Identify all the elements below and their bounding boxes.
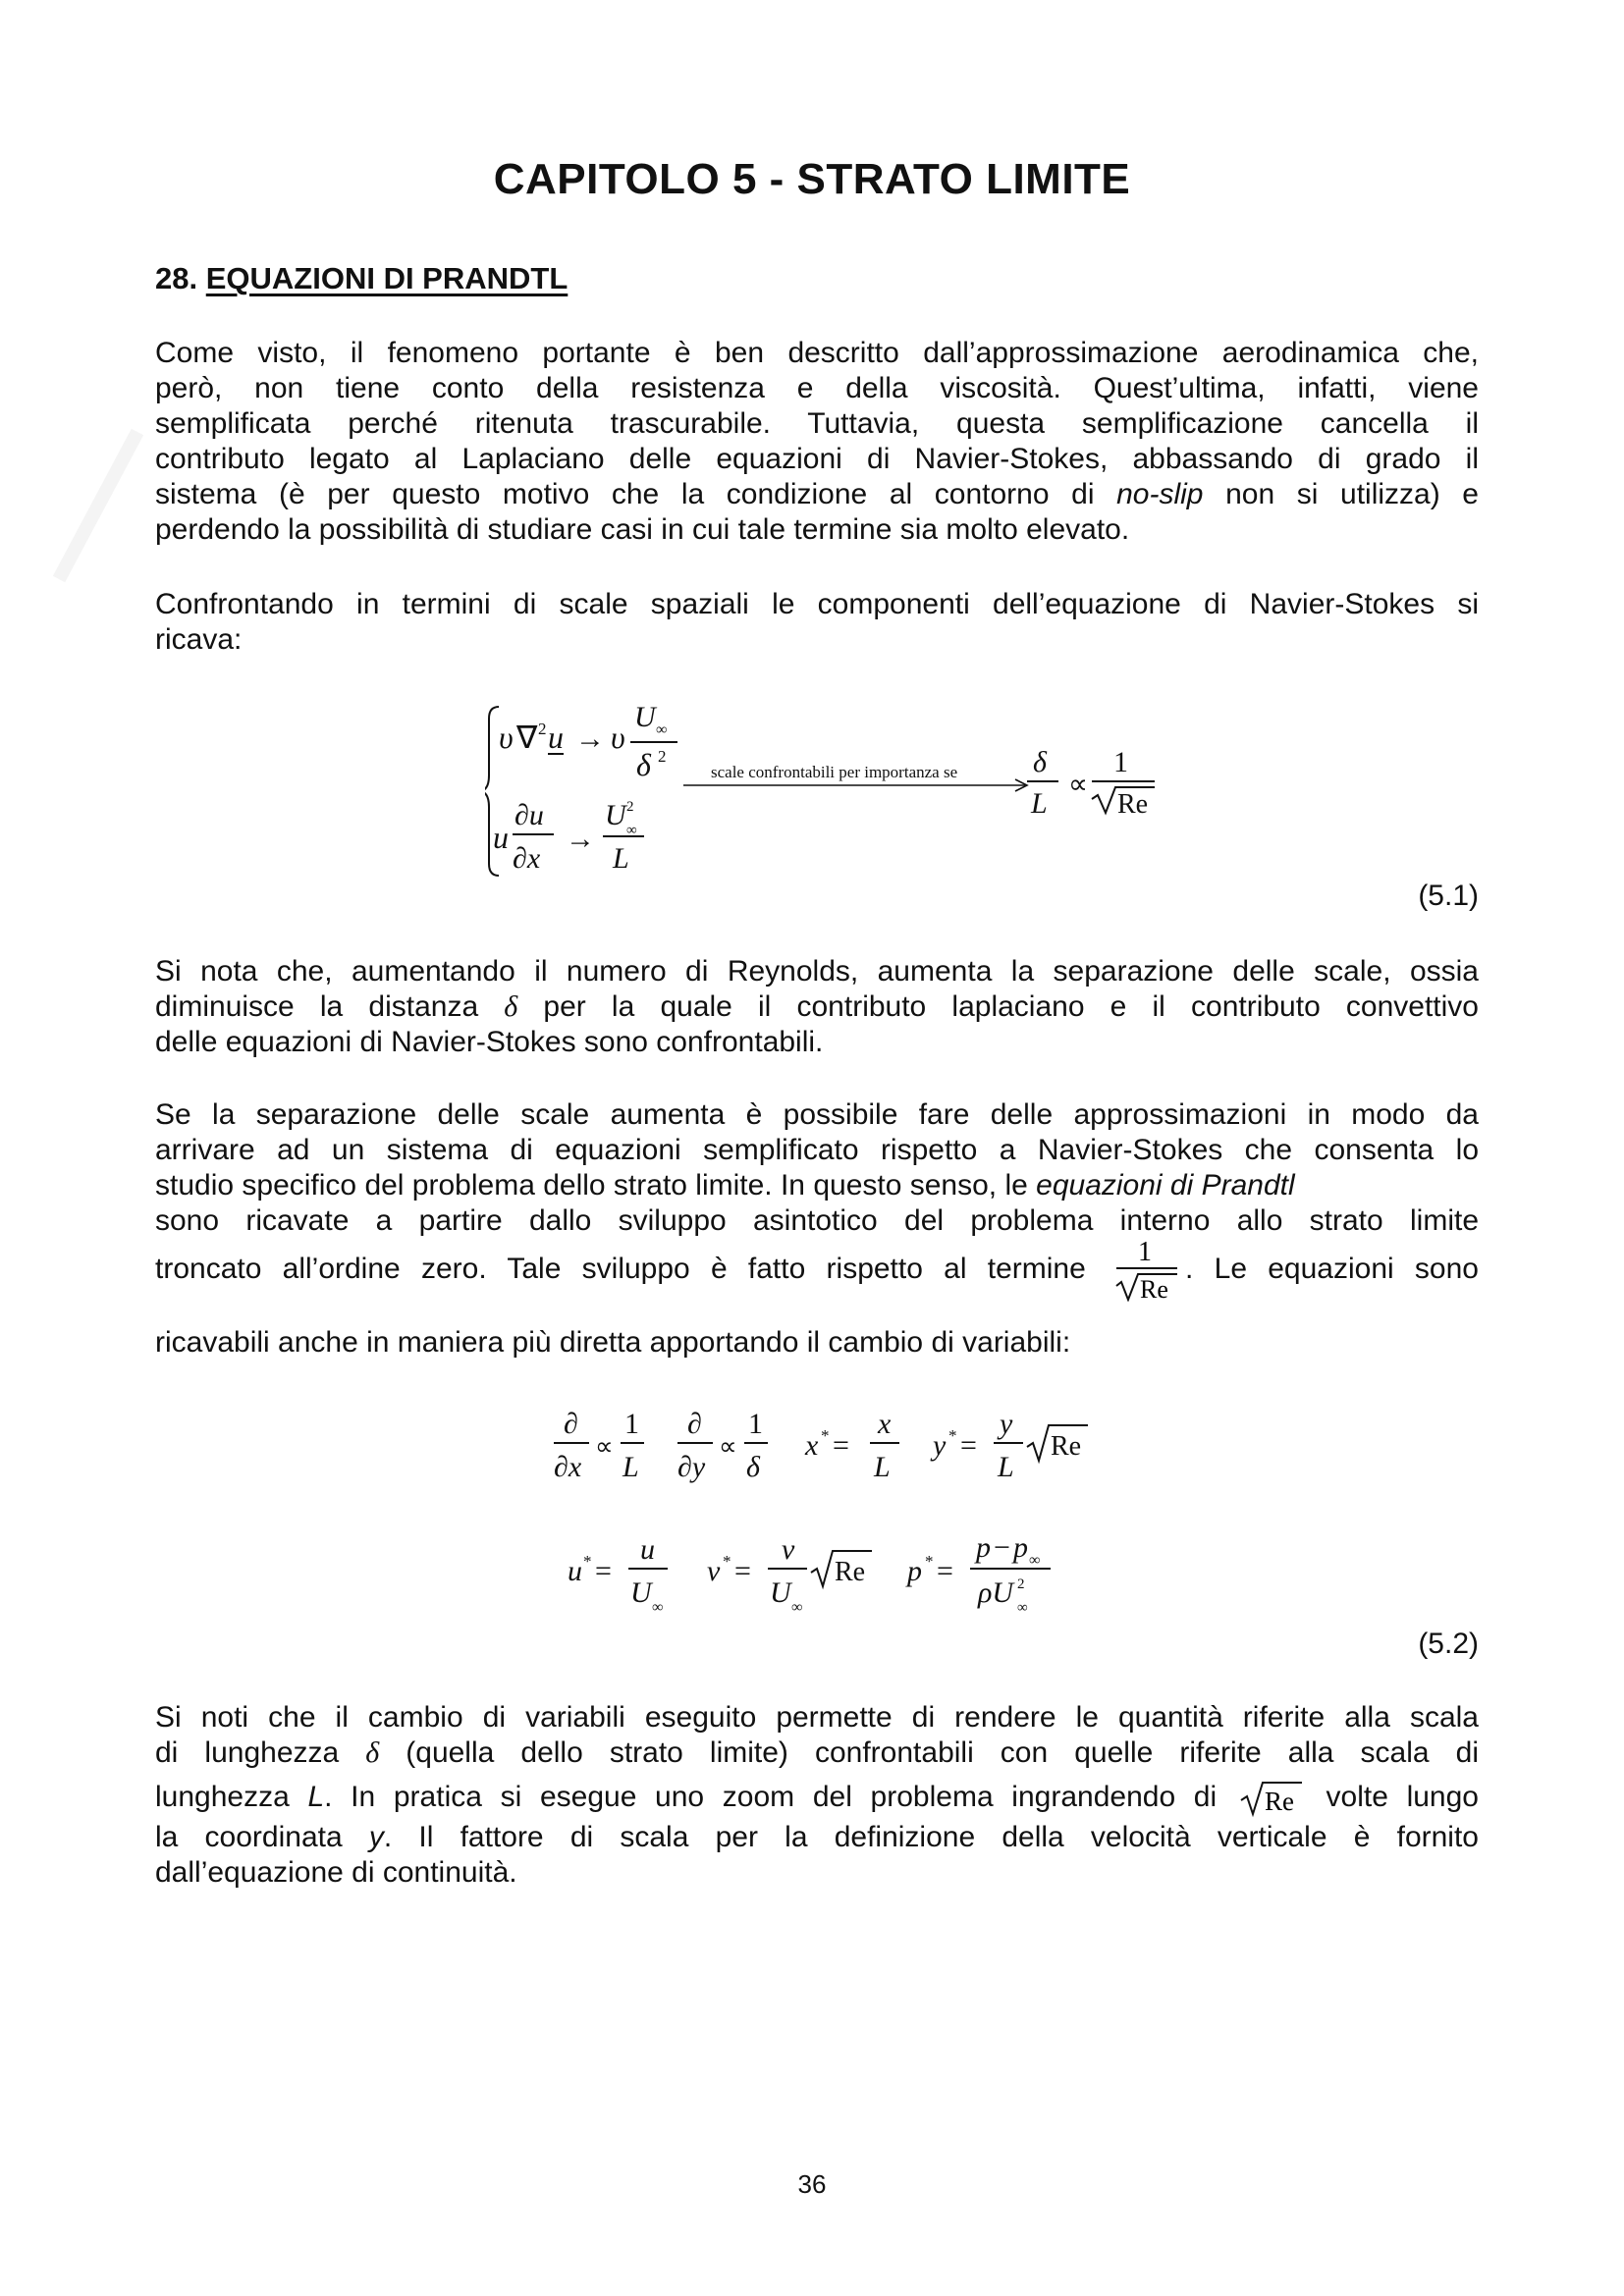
svg-text:−: − [994,1531,1010,1564]
paragraph-line: Se la separazione delle scale aumenta è possibile fare delle approssimazioni in modo da [155,1098,1479,1131]
svg-text:∞: ∞ [626,823,637,838]
text-run: per la quale il contributo laplaciano e il contributo convettivo [517,990,1479,1023]
svg-text:*: * [723,1552,731,1571]
svg-text:1: 1 [748,1408,763,1440]
svg-text:∞: ∞ [652,1599,664,1616]
svg-text:L: L [623,1451,639,1483]
svg-text:u: u [640,1533,655,1566]
text-run: la coordinata [155,1821,369,1853]
svg-text:=: = [595,1555,612,1587]
svg-text:∂: ∂ [564,1408,578,1440]
equation-5-2 [550,1404,1100,1620]
svg-text:v: v [707,1555,721,1587]
svg-text:L: L [1031,787,1048,820]
paragraph-line: Confrontando in termini di scale spaziali le componenti dell’equazione di Navier-Stokes si [155,588,1479,620]
svg-text:δ: δ [746,1451,760,1483]
paragraph-line [155,1239,1479,1302]
svg-text:→: → [566,823,595,855]
svg-text:y: y [1000,1408,1013,1440]
svg-text:u: u [568,1555,582,1587]
paragraph-4 [155,1097,1479,1239]
svg-text:L: L [874,1451,891,1483]
svg-text:=: = [833,1429,849,1462]
symbol-delta: δ [365,1736,380,1769]
svg-text:υ: υ [611,720,625,755]
paragraph-line [155,1168,1479,1203]
svg-text:2: 2 [658,747,667,766]
text-run: di lunghezza [155,1736,366,1769]
paragraph-line: perdendo la possibilità di studiare casi in cui tale termine sia molto elevato. [155,513,1130,546]
text-run: troncato all’ordine zero. Tale sviluppo è fatto rispetto al termine [155,1252,1086,1285]
svg-text:∂u: ∂u [514,799,544,831]
svg-text:2: 2 [538,720,547,738]
paragraph-line: Come visto, il fenomeno portante è ben descritto dall’approssimazione aerodinamica che, [155,337,1479,369]
text-run: diminuisce la distanza [155,990,505,1023]
paragraph-line: ricavabili anche in maniera più diretta apportando il cambio di variabili: [155,1326,1071,1359]
svg-text:∝: ∝ [1068,770,1089,800]
paragraph-line: però, non tiene conto della resistenza e della viscosità. Quest’ultima, infatti, viene [155,372,1479,404]
paragraph-line: ricava: [155,623,243,656]
svg-text:p: p [907,1555,922,1587]
svg-text:∞: ∞ [656,721,668,738]
svg-text:1: 1 [624,1408,639,1440]
svg-text:∂: ∂ [687,1408,702,1440]
svg-text:Re: Re [1264,1787,1294,1817]
section-title: EQUAZIONI DI PRANDTL [205,261,568,295]
watermark-logo [39,412,157,589]
text-run: . In pratica si esegue uno zoom del problema ingrandendo di [324,1781,1218,1813]
svg-text:x: x [805,1429,819,1462]
svg-text:v: v [782,1533,795,1566]
symbol-y: y [368,1821,384,1853]
emphasis-no-slip: no-slip [1116,478,1204,510]
paragraph-5-cont [155,1777,1479,1818]
svg-text:Re: Re [1117,789,1149,820]
text-run: lunghezza [155,1781,308,1813]
paragraph-line: Si nota che, aumentando il numero di Reynolds, aumenta la separazione delle scale, ossia [155,955,1479,988]
svg-text:1: 1 [1138,1239,1153,1267]
svg-text:∞: ∞ [1017,1600,1028,1616]
paragraph-line: semplificata perché ritenuta trascurabile. Tuttavia, questa semplificazione cancella il [155,407,1479,440]
svg-text:∂x: ∂x [554,1451,582,1483]
section-heading [155,261,568,296]
inline-fraction-1-over-sqrt-re [1110,1239,1181,1302]
text-run: volte lungo [1326,1781,1479,1813]
svg-text:*: * [583,1552,592,1571]
svg-text:=: = [937,1555,953,1587]
emphasis-prandtl: equazioni di Prandtl [1036,1169,1295,1201]
paragraph-line [155,989,1479,1025]
paragraph-line [155,1735,1479,1771]
svg-text:Re: Re [1140,1275,1168,1302]
paragraph-4-cont [155,1239,1479,1302]
paragraph-1 [155,336,1479,548]
svg-text:∂y: ∂y [677,1451,706,1483]
svg-text:U: U [634,701,656,733]
svg-text:∝: ∝ [595,1432,614,1461]
svg-text:*: * [948,1426,957,1445]
paragraph-line: sono ricavate a partire dallo sviluppo asintotico del problema interno allo strato limite [155,1204,1479,1237]
svg-text:x: x [878,1408,892,1440]
paragraph-line: arrivare ad un sistema di equazioni semplificato rispetto a Navier-Stokes che consenta lo [155,1134,1479,1166]
page-number: 36 [797,2169,827,2199]
paragraph-line [155,1777,1479,1818]
svg-text:=: = [960,1429,977,1462]
svg-text:p: p [1013,1531,1028,1564]
text-run: studio specifico del problema dello strato limite. In questo senso, le [155,1169,1037,1201]
paragraph-4-end [155,1325,1479,1361]
svg-text:L: L [998,1451,1014,1483]
svg-text:u: u [493,820,509,855]
svg-text:=: = [734,1555,751,1587]
paragraph-5-end [155,1820,1479,1891]
svg-text:*: * [821,1426,830,1445]
svg-text:∝: ∝ [719,1432,737,1461]
symbol-delta: δ [504,990,518,1023]
text-run: non si utilizza) e [1203,478,1479,510]
svg-text:u: u [548,720,564,755]
paragraph-line: dall’equazione di continuità. [155,1856,517,1889]
svg-text:1: 1 [1113,746,1128,778]
text-run: (quella dello strato limite) confrontabili con quelle riferite alla scala di [379,1736,1479,1769]
paragraph-3 [155,954,1479,1060]
svg-text:∂x: ∂x [513,842,541,875]
text-run: . Le equazioni sono [1185,1252,1479,1285]
chapter-title: CAPITOLO 5 - STRATO LIMITE [493,155,1131,203]
svg-text:Re: Re [1051,1431,1082,1462]
inline-sqrt-re [1239,1779,1304,1818]
svg-text:∇: ∇ [516,720,538,755]
svg-text:U: U [630,1576,652,1609]
symbol-L: L [307,1781,325,1813]
svg-text:L: L [613,842,629,875]
text-run: sistema (è per questo motivo che la condizione al contorno di [155,478,1117,510]
svg-text:U: U [770,1576,791,1609]
svg-text:2: 2 [626,799,634,815]
svg-text:y: y [933,1429,947,1462]
svg-text:ρU: ρU [978,1576,1014,1609]
svg-text:p: p [976,1531,991,1564]
svg-text:δ: δ [636,747,651,782]
equation-5-1 [485,699,1192,883]
text-run: . Il fattore di scala per la definizione della velocità verticale è fornito [383,1821,1479,1853]
svg-text:Re: Re [835,1557,866,1587]
svg-text:∞: ∞ [791,1599,803,1616]
section-number: 28. [155,261,198,295]
svg-text:2: 2 [1017,1576,1025,1592]
svg-text:δ: δ [1033,746,1047,778]
paragraph-5 [155,1700,1479,1771]
paragraph-line: Si noti che il cambio di variabili eseguito permette di rendere le quantità riferite alla scala [155,1701,1479,1734]
paragraph-line: contributo legato al Laplaciano delle equazioni di Navier-Stokes, abbassando di grado il [155,443,1479,475]
svg-text:U: U [605,799,626,831]
equation-number-5-2: (5.2) [1418,1628,1479,1660]
paragraph-2 [155,587,1479,658]
svg-text:υ: υ [499,720,514,755]
svg-text:→: → [575,722,605,755]
paragraph-line [155,1820,1479,1855]
paragraph-line [155,477,1479,512]
equation-number-5-1: (5.1) [1418,880,1479,912]
paragraph-line: delle equazioni di Navier-Stokes sono confrontabili. [155,1026,824,1058]
svg-text:*: * [925,1552,934,1571]
svg-text:∞: ∞ [1029,1552,1041,1569]
arrow-label: scale confrontabili per importanza se [711,763,958,781]
